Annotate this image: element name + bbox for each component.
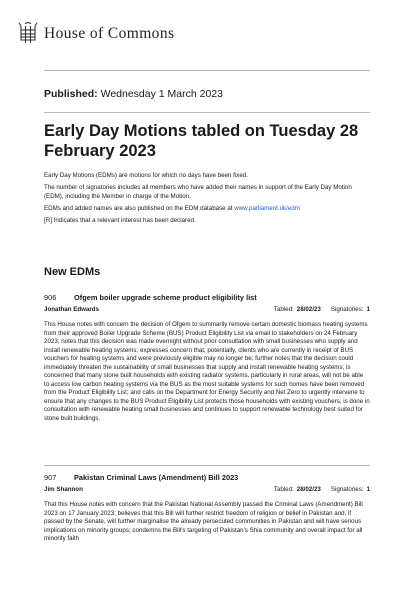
intro-notes	[44, 172, 370, 229]
tabled-label: Tabled:	[273, 486, 294, 493]
intro-paragraph: The number of signatories includes all members who have added their names in support of the Early Day Motion (EDM), including the Member in charge of the Motion.	[44, 183, 352, 200]
edm-text: This House notes with concern the decision of Ofgem to summarily remove certain domestic biomass heating systems from their approved Boiler Upgrade Scheme (BUS) Product Eligibility List via email to stakeholders on 24 February 2023; notes that this decision was made overnight without prior consultation with small businesses who supply and install renewable heating systems; expresses concern that, potentially, clients who are currently in receipt of BUS vouchers for heating systems and were previously eligible may no longer be; further notes that the decision could immediately threaten the sustainability of small businesses that supply and install renewable heating systems; is concerned that many stone built households with existing radiator systems, particularly in rural areas, will not be able to access low carbon heating systems via the BUS as the most suitable systems for such homes have been removed from the Product Eligibility List; and calls on the Department for Energy Security and Net Zero to urgently intervene to ensure that any changes to the BUS Product Eligibility List protects those households with existing vouchers, is done in consultation with renewable heating small businesses and continues to support renewable technology best suited for stone built buildings.	[44, 321, 370, 423]
portcullis-logo-icon	[18, 22, 38, 46]
tabled-date: 28/02/23	[296, 486, 321, 493]
divider	[44, 70, 370, 71]
site-header	[18, 22, 174, 46]
signatories-label: Signatories:	[330, 306, 364, 313]
edm-mover: Jim Shannon	[44, 486, 83, 493]
tabled-date: 28/02/23	[296, 306, 321, 313]
published-date: Wednesday 1 March 2023	[100, 88, 223, 100]
edm-heading	[44, 473, 370, 482]
signatories-label: Signatories:	[330, 486, 364, 493]
published-label: Published:	[44, 88, 98, 100]
edm-text: That this House notes with concern that the Pakistan National Assembly passed the Criminal Laws (Amendment) Bill 2023 on 17 January 2023; believes that this Bill will further restrict freedom of religion or belief in Pakistan and, if passed by the Senate, will further marginalise the already persecuted communities in Pakistan and will have serious implications on minority groups; condemns the Bill's targeting of Pakistan's Shia community and overall impact for all minority faith	[44, 501, 363, 543]
relevant-interest-note: [R] Indicates that a relevant interest has been declared.	[44, 216, 196, 224]
edm-entry	[44, 293, 370, 424]
intro-paragraph: EDMs and added names are also published on the EDM database at www.parliament.uk/edm	[44, 204, 300, 212]
edm-heading	[44, 293, 370, 302]
tabled-label: Tabled:	[273, 306, 294, 313]
section-title: New EDMs	[44, 266, 101, 278]
signatories-count: 1	[366, 306, 370, 313]
edm-title: Ofgem boiler upgrade scheme product eligibility list	[74, 293, 257, 302]
edm-entry	[44, 473, 370, 544]
divider	[44, 465, 370, 466]
edm-number: 907	[44, 473, 57, 482]
published-line	[44, 88, 223, 100]
house-name: House of Commons	[44, 25, 175, 42]
edm-title: Pakistan Criminal Laws (Amendment) Bill 2023	[74, 473, 239, 482]
page-title: Early Day Motions tabled on Tuesday 28 February 2023	[44, 122, 359, 160]
signatories-count: 1	[366, 486, 370, 493]
intro-paragraph: Early Day Motions (EDMs) are motions for which no days have been fixed.	[44, 172, 248, 179]
divider	[44, 112, 370, 113]
edm-mover: Jonathan Edwards	[44, 306, 100, 313]
edm-number: 906	[44, 293, 57, 302]
edm-database-link[interactable]: www.parliament.uk/edm	[234, 204, 300, 212]
